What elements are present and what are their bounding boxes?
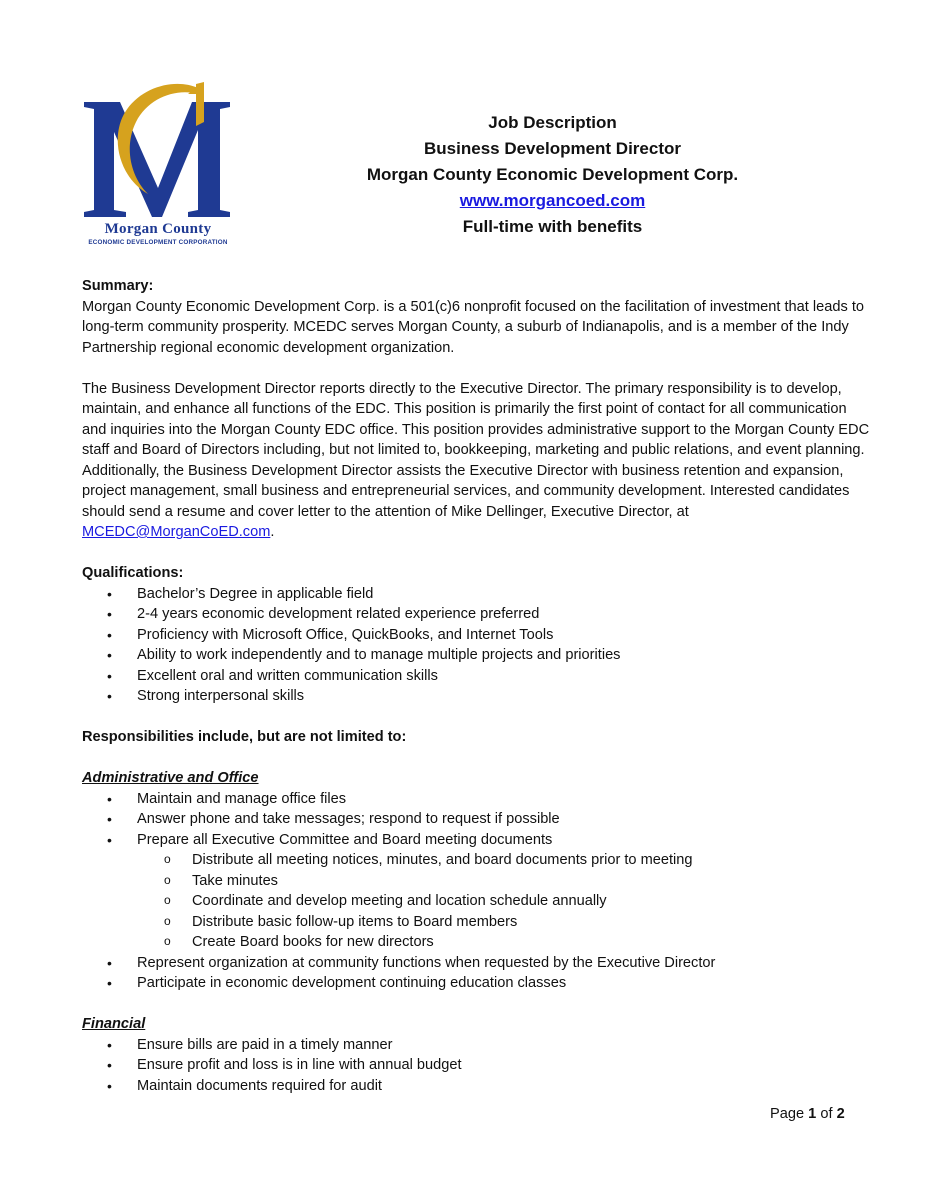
logo-wordmark: Morgan County bbox=[104, 221, 212, 237]
page-of: of bbox=[820, 1106, 833, 1122]
admin-sublist bbox=[82, 850, 872, 953]
qualifications-heading: Qualifications: bbox=[82, 565, 184, 581]
list-item: • Participate in economic development continuing education classes bbox=[82, 973, 872, 994]
header-employment-type: Full-time with benefits bbox=[462, 217, 643, 236]
website-link[interactable]: www.morgancoed.com bbox=[459, 191, 646, 210]
list-item: • Strong interpersonal skills bbox=[82, 686, 872, 707]
list-item: • Answer phone and take messages; respond to request if possible bbox=[82, 809, 872, 830]
sub-list-item: o Distribute all meeting notices, minutes, and board documents prior to meeting bbox=[82, 850, 872, 871]
financial-heading: Financial bbox=[82, 1016, 146, 1032]
page-number bbox=[770, 1106, 845, 1122]
list-item: • Proficiency with Microsoft Office, QuickBooks, and Internet Tools bbox=[82, 625, 872, 646]
summary-paragraph-2-end: . bbox=[270, 524, 275, 540]
list-item: • Represent organization at community functions when requested by the Executive Director bbox=[82, 953, 872, 974]
header-position: Business Development Director bbox=[424, 139, 681, 158]
responsibilities-heading: Responsibilities include, but are not limited to: bbox=[82, 729, 407, 745]
list-item: • Maintain documents required for audit bbox=[82, 1076, 872, 1097]
list-item: • Ensure bills are paid in a timely manner bbox=[82, 1035, 872, 1056]
summary-paragraph-2 bbox=[82, 379, 872, 543]
list-item: • Maintain and manage office files bbox=[82, 789, 872, 810]
summary-paragraph-1: Morgan County Economic Development Corp. is a 501(c)6 nonprofit focused on the facilitation of investment that leads to long-term community prosperity. MCEDC serves Morgan County, a suburb of Indianapolis, and is a member of the Indy Partnership regional economic development organization. bbox=[82, 298, 864, 356]
summary-paragraph-2-text: The Business Development Director reports directly to the Executive Director. The primary responsibility is to develop, maintain, and enhance all functions of the EDC. This position is primarily the first point of contact for all communication and inquiries into the Morgan County EDC office. This position provides administrative support to the Morgan County EDC staff and Board of Directors including, but not limited to, bookkeeping, marketing and public relations, and event planning. Additionally, the Business Development Director assists the Executive Director with business retention and expansion, project management, small business and entrepreneurial services, and community development. Interested candidates should send a resume and cover letter to the attention of Mike Dellinger, Executive Director, at bbox=[82, 380, 870, 520]
list-item: • Excellent oral and written communication skills bbox=[82, 666, 872, 687]
list-item: • Prepare all Executive Committee and Board meeting documents bbox=[82, 830, 872, 851]
logo-subtitle: ECONOMIC DEVELOPMENT CORPORATION bbox=[88, 239, 228, 246]
sub-list-item: o Coordinate and develop meeting and location schedule annually bbox=[82, 891, 872, 912]
page-label: Page bbox=[770, 1106, 805, 1122]
summary-heading: Summary: bbox=[82, 278, 154, 294]
document-body bbox=[82, 276, 872, 1096]
list-item: • Ability to work independently and to manage multiple projects and priorities bbox=[82, 645, 872, 666]
header-title: Job Description bbox=[488, 113, 617, 132]
email-link[interactable]: MCEDC@MorganCoED.com bbox=[82, 524, 271, 540]
qualifications-list bbox=[82, 584, 872, 707]
mcedc-logo bbox=[80, 80, 236, 250]
page-current: 1 bbox=[808, 1106, 817, 1122]
sub-list-item: o Distribute basic follow-up items to Board members bbox=[82, 912, 872, 933]
list-item: • 2-4 years economic development related experience preferred bbox=[82, 604, 872, 625]
list-item: • Ensure profit and loss is in line with annual budget bbox=[82, 1055, 872, 1076]
admin-list bbox=[82, 789, 872, 851]
document-header bbox=[330, 110, 775, 240]
admin-heading: Administrative and Office bbox=[82, 770, 259, 786]
admin-list-continued bbox=[82, 953, 872, 994]
page-total: 2 bbox=[836, 1106, 845, 1122]
list-item: • Bachelor’s Degree in applicable field bbox=[82, 584, 872, 605]
financial-list bbox=[82, 1035, 872, 1097]
sub-list-item: o Take minutes bbox=[82, 871, 872, 892]
sub-list-item: o Create Board books for new directors bbox=[82, 932, 872, 953]
header-organization: Morgan County Economic Development Corp. bbox=[366, 165, 739, 184]
mc-monogram-icon bbox=[80, 80, 236, 220]
